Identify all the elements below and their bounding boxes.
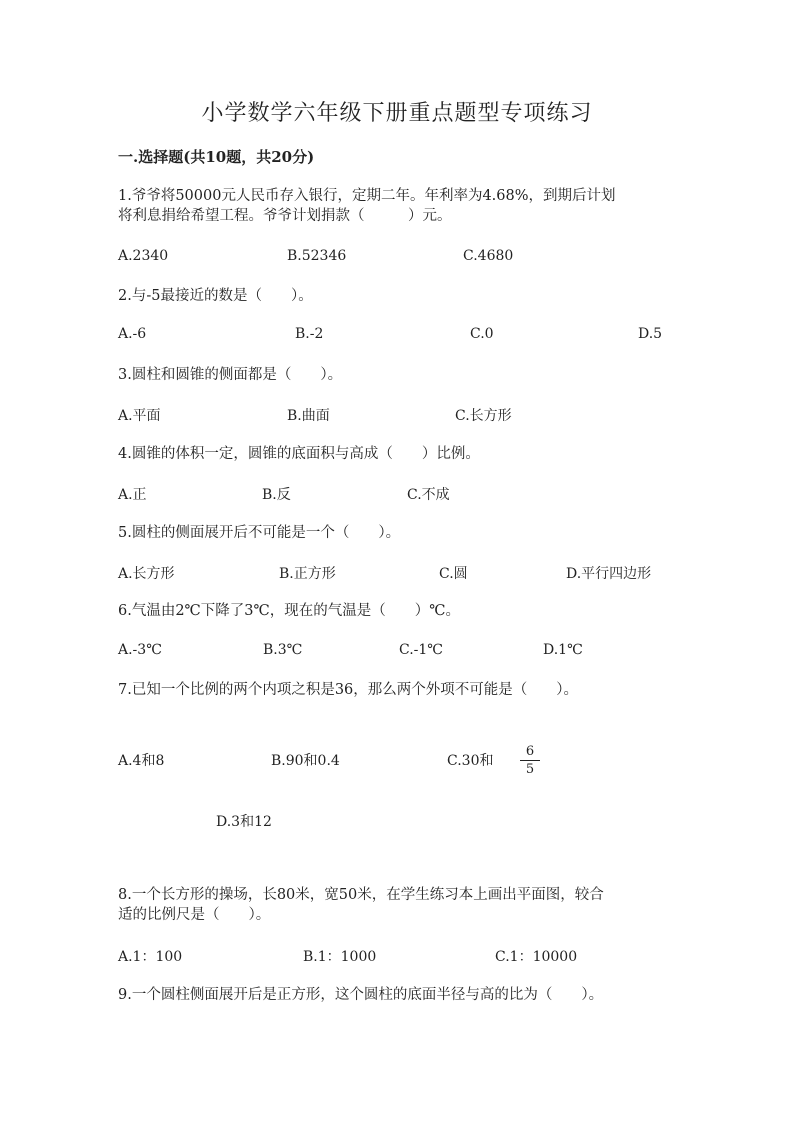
question-8-option-c: C.1：10000 (495, 949, 578, 965)
question-8-line-2: 适的比例尺是（ ）。 (118, 907, 271, 923)
fraction-denominator: 5 (525, 762, 535, 777)
question-1-option-b: B.52346 (287, 248, 347, 264)
question-4-text: 4.圆锥的体积一定，圆锥的底面积与高成（ ）比例。 (118, 446, 480, 462)
question-7-fraction (520, 744, 540, 777)
question-2-option-c: C.0 (470, 326, 494, 342)
question-6-option-d: D.1℃ (543, 642, 583, 658)
question-5-option-d: D.平行四边形 (566, 566, 652, 582)
question-2-option-b: B.-2 (295, 326, 324, 342)
question-1-option-c: C.4680 (463, 248, 514, 264)
question-1-option-a: A.2340 (118, 248, 169, 264)
question-3-text: 3.圆柱和圆锥的侧面都是（ ）。 (118, 367, 343, 383)
question-4-option-a: A.正 (118, 487, 147, 503)
fraction-bar (520, 760, 540, 761)
question-7-option-b: B.90和0.4 (271, 753, 340, 769)
question-4-option-c: C.不成 (407, 487, 450, 503)
fraction-numerator: 6 (525, 744, 535, 759)
question-5-text: 5.圆柱的侧面展开后不可能是一个（ ）。 (118, 525, 401, 541)
question-7-option-d: D.3和12 (216, 814, 272, 830)
question-2-option-d: D.5 (638, 326, 663, 342)
question-3-option-a: A.平面 (118, 408, 161, 424)
question-3-option-b: B.曲面 (287, 408, 330, 424)
question-7-option-c: C.30和 (447, 753, 494, 769)
question-8-line-1: 8.一个长方形的操场，长80米，宽50米，在学生练习本上画出平面图，较合 (118, 887, 604, 903)
question-6-option-c: C.-1℃ (399, 642, 443, 658)
question-8-option-a: A.1：100 (118, 949, 183, 965)
question-2-text: 2.与-5最接近的数是（ ）。 (118, 288, 313, 304)
question-3-option-c: C.长方形 (455, 408, 512, 424)
question-2-option-a: A.-6 (118, 326, 147, 342)
question-5-option-c: C.圆 (439, 566, 468, 582)
question-6-option-b: B.3℃ (263, 642, 303, 658)
question-1-line-2: 将利息捐给希望工程。爷爷计划捐款（ ）元。 (118, 208, 452, 224)
section-heading: 一.选择题(共10题，共20分) (118, 148, 315, 166)
question-7-text: 7.已知一个比例的两个内项之积是36，那么两个外项不可能是（ ）。 (118, 682, 579, 698)
question-5-option-a: A.长方形 (118, 566, 175, 582)
question-6-option-a: A.-3℃ (118, 642, 162, 658)
question-9-text: 9.一个圆柱侧面展开后是正方形，这个圆柱的底面半径与高的比为（ ）。 (118, 987, 604, 1003)
question-7-option-a: A.4和8 (118, 753, 165, 769)
question-8-option-b: B.1：1000 (303, 949, 377, 965)
question-5-option-b: B.正方形 (279, 566, 336, 582)
question-6-text: 6.气温由2℃下降了3℃，现在的气温是（ ）℃。 (118, 603, 460, 619)
page-title: 小学数学六年级下册重点题型专项练习 (201, 101, 593, 126)
question-4-option-b: B.反 (262, 487, 291, 503)
question-1-line-1: 1.爷爷将50000元人民币存入银行，定期二年。年利率为4.68%，到期后计划 (118, 188, 616, 204)
